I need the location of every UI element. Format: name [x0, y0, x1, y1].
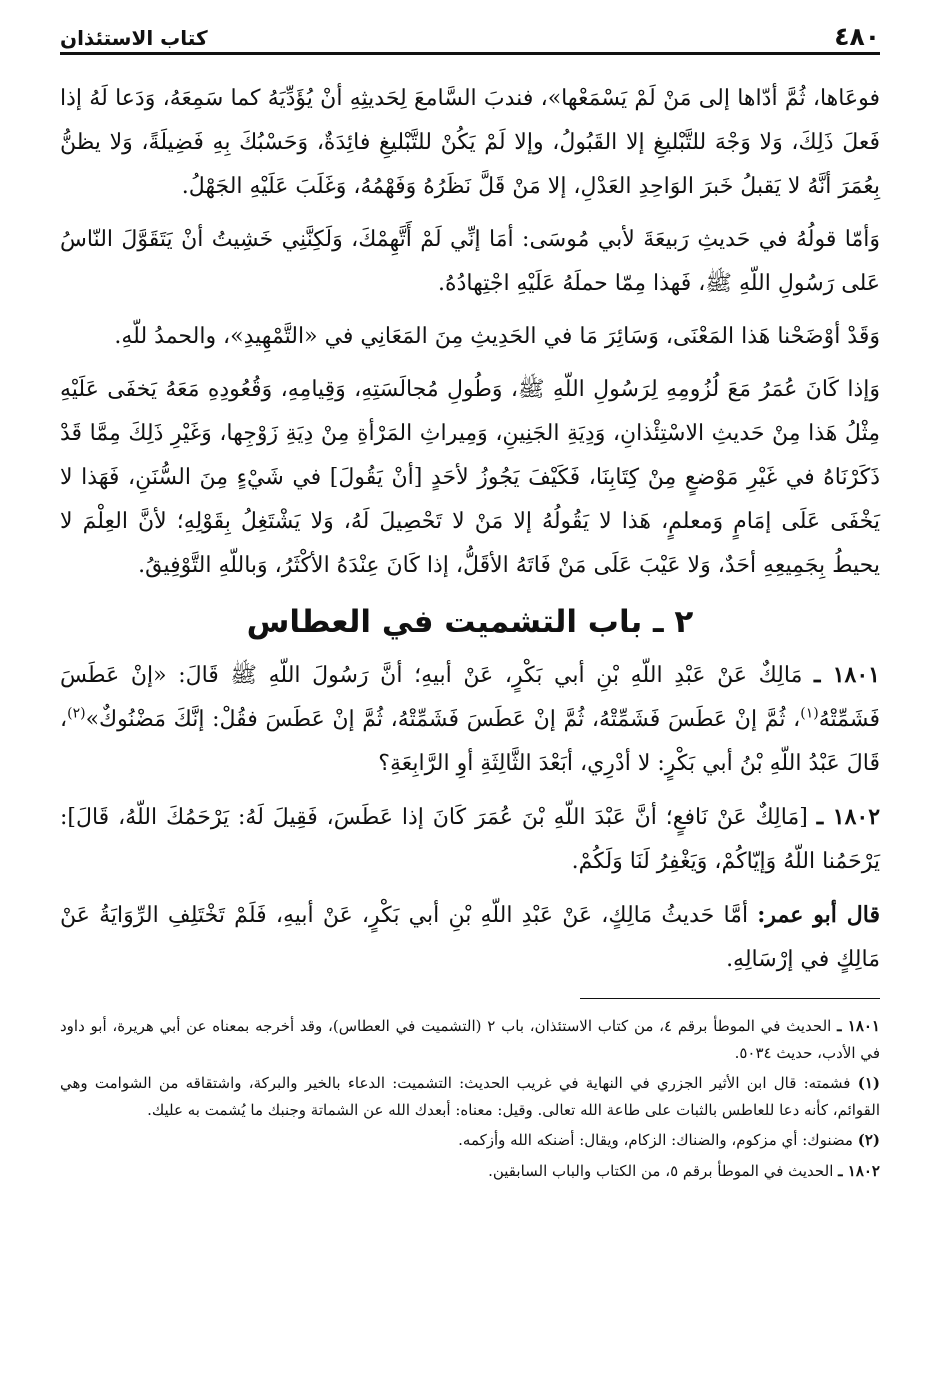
hadith-text: مَالِكٌ عَنْ عَبْدِ اللّهِ بْنِ أبي بَكْرٍ، عَنْ أبيهِ؛ أنَّ رَسُولَ اللّهِ ﷺ قَالَ: «إنْ عَطَسَ فَشَمِّتْهُ	[60, 663, 880, 732]
commentary	[60, 893, 880, 982]
footnote-label: (١)	[857, 1074, 880, 1092]
footnotes	[60, 1013, 880, 1184]
footnote-text: فشمته: قال ابن الأثير الجزري في النهاية في غريب الحديث: التشميت: الدعاء بالخير والبركة، واشتقاقه من الشوامت وهي القوائم، كأنه دعا للعاطس بالثبات على طاعة الله تعالى. وقيل: معناه: أبعدك الله عن الشماتة وجنبك ما يُشمت به عليك.	[60, 1074, 880, 1119]
hadith-1801	[60, 653, 880, 786]
footnote-text: الحديث في الموطأ برقم ٤، من كتاب الاستئذان، باب ٢ (التشميت في العطاس)، وقد أخرجه بمعناه عن أبي هريرة، أبو داود في الأدب، حديث ٥٠٣٤.	[60, 1017, 880, 1062]
footnote-ref-2[interactable]: (٢)	[67, 705, 86, 722]
hadith-text: [مَالِكٌ عَنْ نَافعٍ؛ أنَّ عَبْدَ اللّهِ بْنَ عُمَرَ كَانَ إذا عَطَسَ، فَقِيلَ لَهُ: يَرْحَمُكَ اللّهُ، قَالَ]: يَرْحَمُنا اللّهُ وَإيّاكُمْ، وَيَغْفِرُ لَنَا وَلَكُمْ.	[60, 805, 880, 874]
footnote-label: ١٨٠٢ ـ	[838, 1161, 880, 1180]
hadith-number: ١٨٠٢ ـ	[816, 804, 881, 830]
footnote-1	[60, 1070, 880, 1123]
footnote-text: مضنوك: أي مزكوم، والضناك: الزكام، ويقال: أضنكه الله وأزكمه.	[458, 1131, 853, 1149]
chapter-heading: ٢ ـ باب التشميت في العطاس	[246, 604, 694, 640]
commentary-text: أمَّا حَديثُ مَالِكٍ، عَنْ عَبْدِ اللّهِ بْنِ أبي بَكْرٍ، عَنْ أبيهِ، فَلَمْ تَخْتَلِفِ الرِّوَايَةُ عَنْ مَالِكٍ في إرْسَالِهِ.	[60, 903, 880, 972]
running-header	[60, 18, 880, 55]
hadith-text: ، ثُمَّ إنْ عَطَسَ فَشَمِّتْهُ، ثُمَّ إنْ عَطَسَ فَشَمِّتْهُ، ثُمَّ إنْ عَطَسَ فقُلْ: إنَّكَ مَضْنُوكٌ»	[85, 707, 801, 732]
footnote-text: الحديث في الموطأ برقم ٥، من الكتاب والباب السابقين.	[488, 1161, 834, 1180]
paragraph: فوعَاها، ثُمَّ أدّاها إلى مَنْ لَمْ يَسْمَعْها»، فندبَ السَّامعَ لِحَديثِهِ أنْ يُؤَدِّيَهُ كما سَمِعَهُ، وَدَعا لَهُ إذا فَعلَ ذَلِكَ، وَلا وَجْهَ للتَّبْليغِ إلا القَبُولُ، وإلا لَمْ يَكُنْ للتَّبْليغِ فائِدَةٌ، وَحَسْبُكَ بِهِ فَضِيلَةً، وَلا يظنُّ بِعُمَرَ أنَّهُ لا يَقبلُ خَبرَ الوَاحِدِ العَدْلِ، إلا مَنْ قَلَّ نَظَرُهُ وَفَهْمُهُ، وَغَلَبَ عَلَيْهِ الجَهْلُ.	[60, 86, 880, 199]
footnote-1801	[60, 1013, 880, 1066]
paragraph: وَأمّا قولُهُ في حَديثِ رَبيعَةَ لأبي مُوسَى: أمَا إنِّي لَمْ أَتَّهِمْكَ، وَلَكِنَّنِي خَشِيتُ أنْ يَتَقَوَّلَ النّاسُ عَلى رَسُولِ اللّهِ ﷺ، فَهذا مِمّا حملَهُ عَلَيْهِ اجْتِهادُهُ.	[60, 227, 880, 296]
footnote-2	[60, 1127, 880, 1154]
footnote-label: ١٨٠١ ـ	[837, 1017, 880, 1035]
main-text	[60, 77, 880, 982]
footnote-1802	[60, 1158, 880, 1185]
paragraph: وَقَدْ أوْضَحْنا هَذا المَعْنَى، وَسَائِرَ مَا في الحَدِيثِ مِنَ المَعَانِي في «التَّمْهِيدِ»، والحمدُ للّهِ.	[114, 324, 880, 349]
paragraph: وَإذا كَانَ عُمَرُ مَعَ لُزُومِهِ لِرَسُولِ اللّهِ ﷺ، وَطُولِ مُجالَسَتِهِ، وَقِيامِهِ، وَقُعُودِهِ مَعَهُ يَخفَى عَلَيْهِ مِثْلُ هَذا مِنْ حَديثِ الاسْتِئْذانِ، وَدِيَةِ الجَنِينِ، وَمِيراثِ المَرْأةِ مِنْ دِيَةِ زَوْجِها، وَغَيْرِ ذَلِكَ مِمَّا قَدْ ذَكَرْنَاهُ في غَيْرِ مَوْضعٍ مِنْ كِتَابِنَا، فَكَيْفَ يَجُوزُ لأحَدٍ [أنْ يَقُولَ] في شَيْءٍ مِنَ السُّنَنِ، فَهَذا لا يَخْفَى عَلَى إمَامٍ وَمعلمٍ، هَذا لا يَقُولُهُ إلا مَنْ لا تَحْصِيلَ لَهُ، وَلا يَشْتَغِلُ بِقَوْلِهِ؛ لأنَّ العِلْمَ لا يحيطُ بِجَمِيعِهِ أحَدٌ، وَلا عَيْبَ عَلَى مَنْ فَاتَهُ الأقَلُّ، إذا كَانَ عِنْدَهُ الأكْثَرُ، وَباللّهِ التَّوْفِيقُ.	[60, 377, 880, 578]
footnote-divider	[580, 998, 880, 999]
footnote-label: (٢)	[857, 1131, 880, 1149]
book-title: كتاب الاستئذان	[60, 26, 208, 50]
hadith-text: ، قَالَ عَبْدُ اللّهِ بْنُ أبي بَكْرٍ: لا أدْرِي، أبَعْدَ الثَّالِثَةِ أوِ الرَّابِعَةِ؟	[60, 707, 880, 776]
commentary-speaker: قال أبو عمر:	[757, 902, 880, 928]
footnote-ref-1[interactable]: (١)	[800, 705, 819, 722]
book-page	[60, 18, 880, 1188]
hadith-number: ١٨٠١ ـ	[813, 662, 880, 688]
page-number: ٤٨٠	[834, 22, 880, 51]
hadith-1802	[60, 795, 880, 884]
